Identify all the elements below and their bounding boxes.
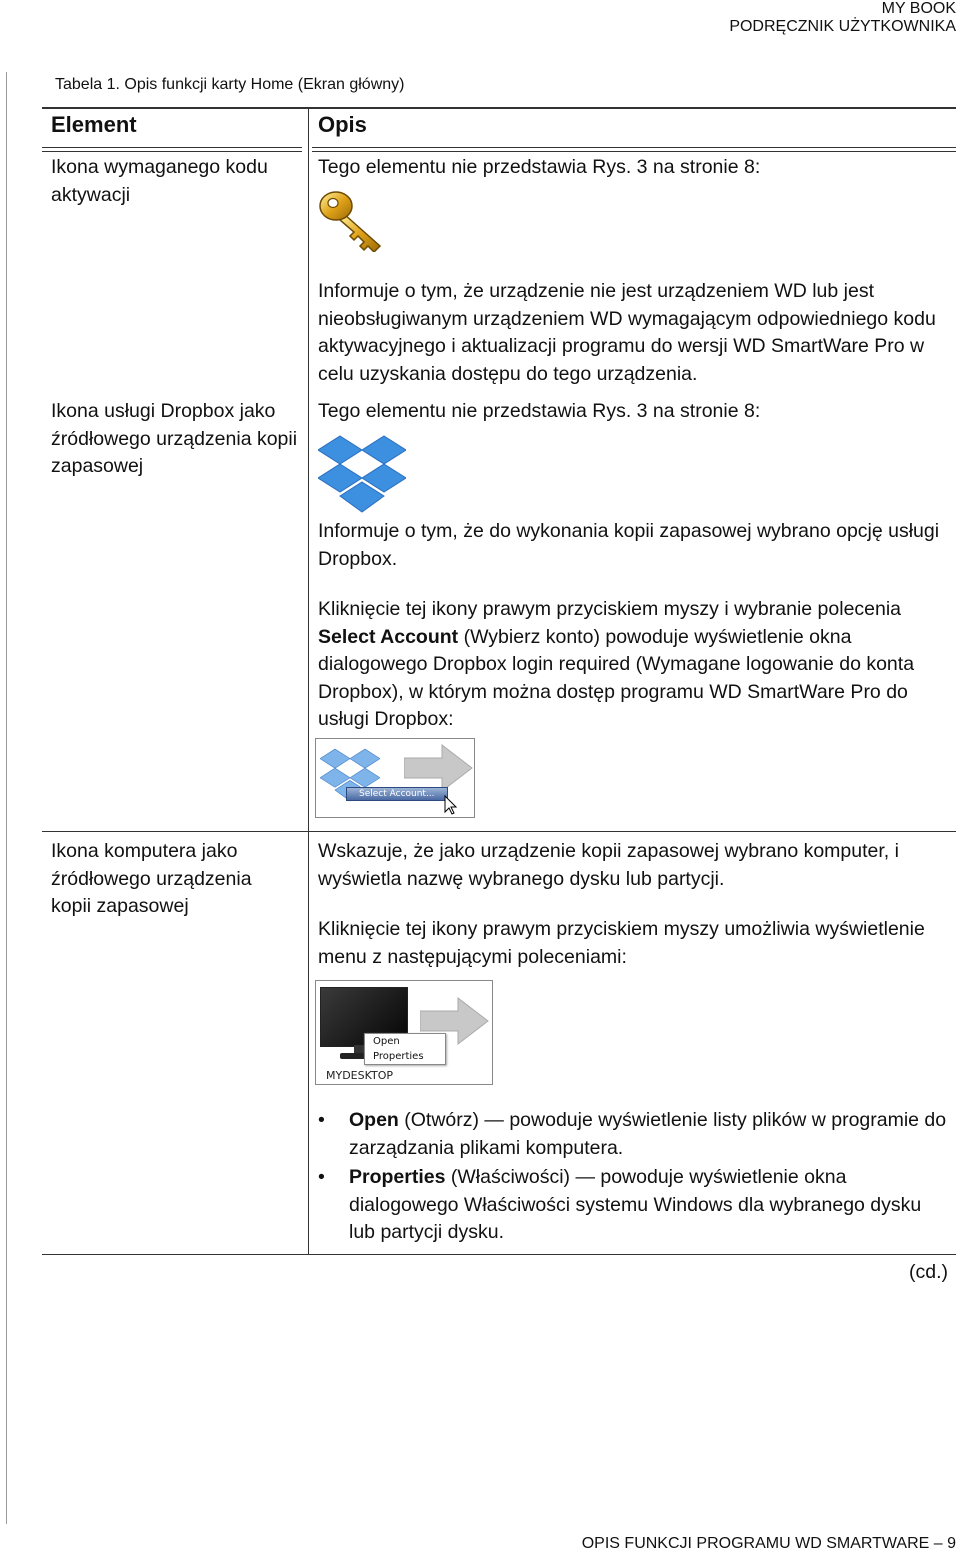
row-rule-2 <box>42 831 956 832</box>
row2-element: Ikona usługi Dropbox jako źródłowego urządzenia kopii zapasowej <box>51 400 298 477</box>
row3-element: Ikona komputera jako źródłowego urządzenia kopii zapasowej <box>51 840 252 917</box>
open-term: Open <box>349 1109 399 1131</box>
table-bottom-rule <box>42 1254 956 1255</box>
continued-label: (cd.) <box>909 1261 948 1283</box>
row3-instructions: Kliknięcie tej ikony prawym przyciskiem myszy umożliwia wyświetlenie menu z następującymi poleceniami: <box>318 918 925 968</box>
bullet-mark: • <box>318 1166 325 1188</box>
drive-label: MYDESKTOP <box>326 1069 393 1082</box>
properties-term: Properties <box>349 1166 446 1188</box>
header-product: MY BOOK <box>881 0 956 17</box>
row1-reference: Tego elementu nie przedstawia Rys. 3 na stronie 8: <box>318 156 761 178</box>
computer-context-screenshot <box>315 980 493 1085</box>
table-caption: Tabela 1. Opis funkcji karty Home (Ekran główny) <box>55 76 405 93</box>
menu-item-open: Open <box>373 1036 400 1047</box>
header-rule-left <box>42 147 302 152</box>
running-header <box>729 0 956 36</box>
running-footer: OPIS FUNKCJI PROGRAMU WD SMARTWARE – 9 <box>581 1535 956 1552</box>
column-divider <box>308 108 309 1255</box>
context-menu <box>364 1033 446 1065</box>
dropbox-icon <box>318 434 406 514</box>
row2-description: Informuje o tym, że do wykonania kopii zapasowej wybrano opcję usługi Dropbox. <box>318 520 940 570</box>
column-header-element: Element <box>51 112 137 137</box>
row1-description: Informuje o tym, że urządzenie nie jest urządzeniem WD lub jest nieobsługiwanym urządzeniem WD wymagającym odpowiedniego kodu aktywacyjnego i aktualizacji programu do wersji WD SmartWare Pro w celu uzyskania dostępu do tego urządzenia. <box>318 280 936 385</box>
row2-reference: Tego elementu nie przedstawia Rys. 3 na stronie 8: <box>318 400 761 422</box>
select-account-term: Select Account <box>318 625 459 648</box>
open-desc: (Otwórz) — powoduje wyświetlenie listy plików w programie do zarządzania plikami komputera. <box>349 1109 947 1159</box>
arrow-right-icon <box>404 743 474 793</box>
dropbox-context-screenshot <box>315 738 475 818</box>
bullet-properties <box>318 1164 948 1247</box>
table-top-rule <box>42 107 956 109</box>
column-header-opis: Opis <box>318 112 367 137</box>
row2-instr-b: (Wybierz konto) powoduje wyświetlenie okna dialogowego Dropbox login required (Wymagane logowanie do konta Dropbox), w którym można dostęp programu WD SmartWare Pro do usługi Dropbox: <box>318 625 915 730</box>
select-account-button: Select Account... <box>346 787 448 801</box>
row3-description: Wskazuje, że jako urządzenie kopii zapasowej wybrano komputer, i wyświetla nazwę wybranego dysku lub partycji. <box>318 840 899 890</box>
row2-instr-a: Kliknięcie tej ikony prawym przyciskiem myszy i wybranie polecenia <box>318 598 902 620</box>
bullet-open <box>318 1107 948 1162</box>
key-icon <box>318 188 388 252</box>
row1-element: Ikona wymaganego kodu aktywacji <box>51 156 268 206</box>
bullet-mark: • <box>318 1109 325 1131</box>
header-rule-right <box>312 147 956 152</box>
cursor-icon <box>444 795 458 815</box>
left-margin-rule <box>6 72 7 1524</box>
row2-instructions <box>318 596 948 734</box>
header-manual: PODRĘCZNIK UŻYTKOWNIKA <box>729 18 956 35</box>
menu-item-properties: Properties <box>373 1051 424 1062</box>
properties-desc: (Właściwości) — powoduje wyświetlenie okna dialogowego Właściwości systemu Windows dla wybranego dysku lub partycji dysku. <box>349 1166 922 1243</box>
